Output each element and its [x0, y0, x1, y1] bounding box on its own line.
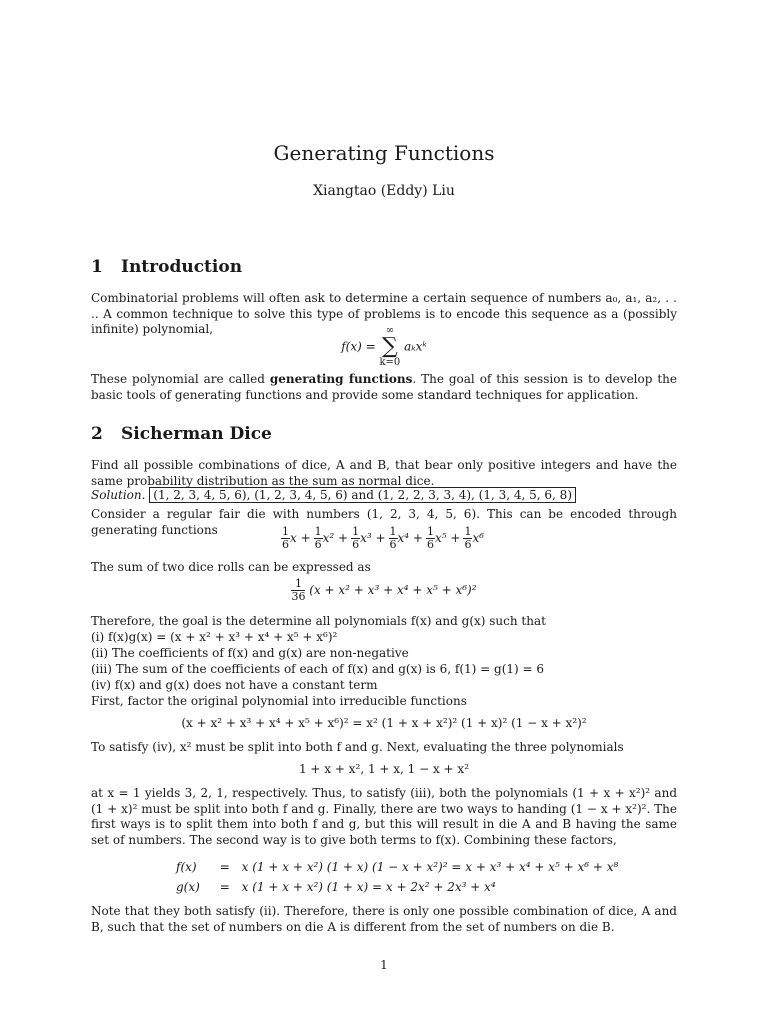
section-heading-sicherman-dice: [91, 424, 272, 444]
dice-paragraph-7: at x = 1 yields 3, 2, 1, respectively. Thus, to satisfy (iii), both the polynomials (1 + x + x²)² and (1 + x)² must be split into both f and g. Finally, there are two ways to handing (1 − x + x²)². The first ways is to split them into both f and g, but this will result in die A and B having the same set of numbers. The second way is to give both terms to f(x). Combining these factors,: [91, 786, 677, 847]
condition-1: (i) f(x)g(x) = (x + x² + x³ + x⁴ + x⁵ + x⁶)²: [91, 630, 338, 644]
single-die-generating-function: [0, 526, 768, 551]
sum-upper: ∞: [385, 325, 395, 336]
fraction: [281, 526, 290, 551]
page-number: 1: [380, 958, 388, 972]
sigma-symbol: ∑: [382, 334, 398, 359]
dice-paragraph-1: Find all possible combinations of dice, A and B, that bear only positive integers and have the same probability distribution as the sum as normal dice.: [91, 458, 677, 488]
numerator: 1: [426, 525, 434, 538]
eq1-term: x +: [289, 531, 311, 545]
dice-paragraph-8: Note that they both satisfy (ii). Therefore, there is only one possible combination of dice, A and B, such that the set of numbers on die A is different from the set of numbers on die B.: [91, 904, 677, 934]
fraction: [314, 526, 323, 551]
f-lhs: f(x): [176, 860, 197, 874]
eq-term: aₖxᵏ: [404, 339, 427, 354]
condition-3: (iii) The sum of the coefficients of each of f(x) and g(x) is 6, f(1) = g(1) = 6: [91, 662, 545, 676]
sum-lower: k=0: [379, 357, 401, 368]
intro-p2-bold: generating functions: [269, 372, 413, 386]
denominator: 6: [426, 538, 434, 551]
dice-paragraph-6: To satisfy (iv), x² must be split into both f and g. Next, evaluating the three polynomials: [91, 740, 624, 754]
denominator: 6: [464, 538, 472, 551]
numerator: 1: [464, 525, 472, 538]
fraction: [426, 526, 435, 551]
intro-paragraph-2: [91, 372, 677, 403]
two-dice-generating-function: [0, 578, 768, 603]
section-number: 1: [91, 257, 103, 277]
dice-paragraph-4: Therefore, the goal is the determine all polynomials f(x) and g(x) such that: [91, 614, 546, 628]
factorization-equation: (x + x² + x³ + x⁴ + x⁵ + x⁶)² = x² (1 + x + x²)² (1 + x)² (1 − x + x²)²: [181, 716, 587, 730]
solution-box: (1, 2, 3, 4, 5, 6), (1, 2, 3, 4, 5, 6) and (1, 2, 2, 3, 3, 4), (1, 3, 4, 5, 6, 8): [149, 487, 576, 503]
intro-paragraph-1: Combinatorial problems will often ask to determine a certain sequence of numbers a₀, a₁, a₂, . . .. A common technique to solve this type of problems is to encode this sequence as a (possibly infinite) polynomial,: [91, 291, 677, 336]
g-lhs: g(x): [176, 880, 200, 894]
eq1-term: x⁴ +: [397, 531, 423, 545]
denominator: 6: [389, 538, 397, 551]
denominator: 36: [291, 590, 306, 603]
document-author: Xiangtao (Eddy) Liu: [313, 183, 455, 199]
fraction: [351, 526, 360, 551]
document-title: Generating Functions: [273, 141, 495, 165]
f-rhs: x (1 + x + x²) (1 + x) (1 − x + x²)² = x + x³ + x⁴ + x⁵ + x⁶ + x⁸: [241, 860, 619, 874]
f-definition-row: [176, 860, 618, 874]
summation: [379, 326, 400, 368]
eq-lhs: f(x) =: [341, 339, 380, 354]
numerator: 1: [291, 578, 305, 591]
eq1-term: x² +: [322, 531, 349, 545]
section-number: 2: [91, 424, 103, 444]
denominator: 6: [352, 538, 360, 551]
condition-2: (ii) The coefficients of f(x) and g(x) are non-negative: [91, 646, 409, 660]
g-rhs: x (1 + x + x²) (1 + x) = x + 2x² + 2x³ + x⁴: [241, 880, 496, 894]
fraction: [291, 578, 305, 603]
fraction: [389, 526, 398, 551]
numerator: 1: [281, 525, 289, 538]
intro-p2-tail: . The goal of this session is to develop the basic tools of generating functions and provide some standard techniques for application.: [91, 372, 677, 402]
generating-function-definition: [0, 326, 768, 368]
eq1-term: x⁵ +: [434, 531, 461, 545]
three-polynomials: 1 + x + x², 1 + x, 1 − x + x²: [298, 762, 470, 776]
numerator: 1: [352, 525, 360, 538]
eq2-body: (x + x² + x³ + x⁴ + x⁵ + x⁶)²: [309, 583, 477, 597]
g-definition-row: [176, 880, 496, 894]
section-heading-introduction: [91, 257, 242, 277]
solution-line: [91, 488, 677, 504]
numerator: 1: [389, 525, 397, 538]
eq1-term: x³ +: [360, 531, 386, 545]
section-title: Introduction: [121, 257, 243, 277]
g-eq: =: [219, 880, 230, 894]
eq1-term: x⁶: [472, 531, 485, 545]
denominator: 6: [281, 538, 289, 551]
solution-label: Solution.: [91, 488, 146, 502]
dice-paragraph-2: Consider a regular fair die with numbers (1, 2, 3, 4, 5, 6). This can be encoded through generating functions: [91, 507, 677, 537]
section-title: Sicherman Dice: [121, 424, 272, 444]
intro-p2-text: These polynomial are called: [91, 372, 270, 386]
dice-paragraph-5: First, factor the original polynomial into irreducible functions: [91, 694, 467, 708]
dice-paragraph-3: The sum of two dice rolls can be expressed as: [91, 560, 371, 574]
condition-4: (iv) f(x) and g(x) does not have a constant term: [91, 678, 378, 692]
numerator: 1: [314, 525, 322, 538]
f-eq: =: [219, 860, 230, 874]
denominator: 6: [314, 538, 322, 551]
